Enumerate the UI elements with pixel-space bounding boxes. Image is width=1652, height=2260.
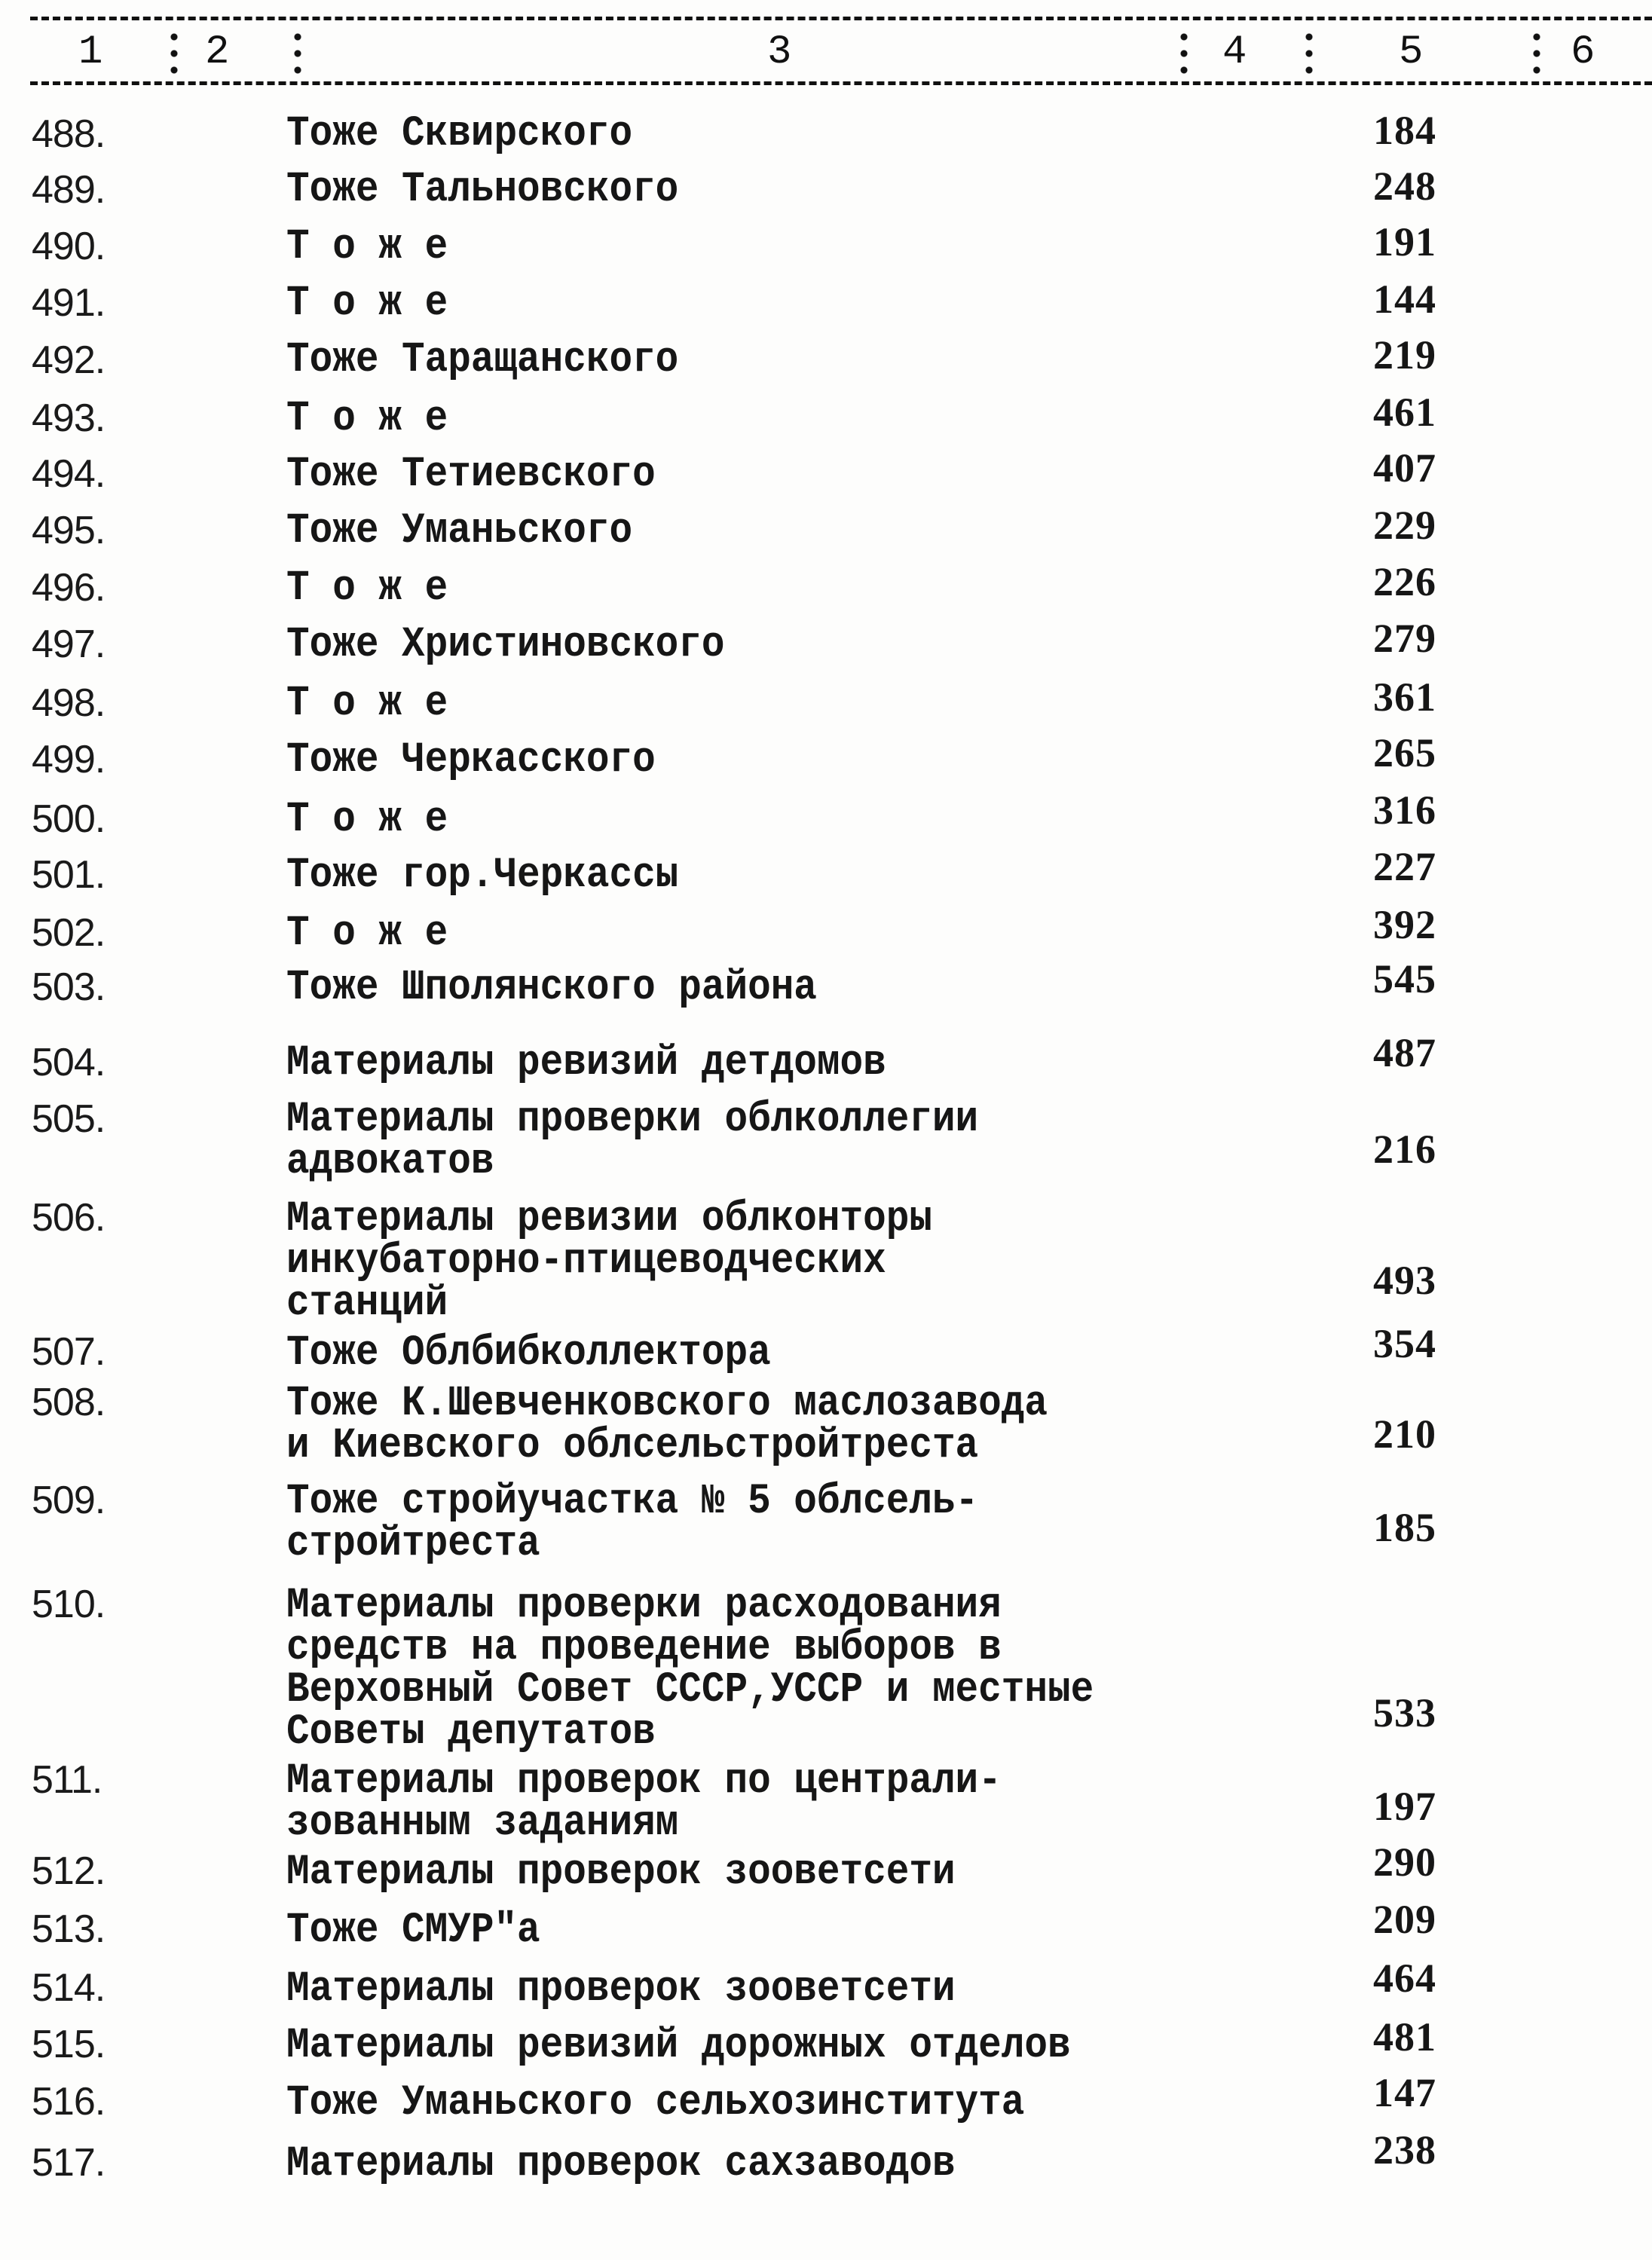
row-title: Тоже СМУР"а: [286, 1907, 540, 1955]
row-number: 515.: [32, 2023, 106, 2066]
row-number: 512.: [32, 1849, 106, 1893]
row-title: Тоже стройучастка № 5 облсель- стройтреста: [286, 1478, 979, 1568]
row-title: Тоже Шполянского района: [286, 964, 817, 1012]
row-title: Материалы ревизии облконторы инкубаторно-птицеводческих станций: [286, 1195, 932, 1328]
row-sheet-count: 147: [1373, 2070, 1436, 2115]
column-header-3: 3: [767, 29, 792, 75]
row-title: Тоже Христиновского: [286, 621, 725, 669]
row-title: Тоже Таращанского: [286, 336, 679, 384]
row-sheet-count: 392: [1373, 902, 1436, 947]
row-number: 508.: [32, 1381, 106, 1424]
row-title: Материалы проверок по централи- зованным заданиям: [286, 1757, 1002, 1848]
row-sheet-count: 238: [1373, 2127, 1436, 2173]
row-number: 503.: [32, 965, 106, 1009]
row-sheet-count: 209: [1373, 1897, 1436, 1942]
row-number: 488.: [32, 112, 106, 156]
row-title: Материалы проверок сахзаводов: [286, 2140, 956, 2188]
column-header-1: 1: [78, 29, 103, 75]
row-title: Т о ж е: [286, 680, 448, 728]
row-sheet-count: 185: [1373, 1505, 1436, 1550]
header-top-rule: [30, 17, 1652, 20]
column-separator: [294, 29, 301, 78]
row-sheet-count: 493: [1373, 1258, 1436, 1303]
row-title: Тоже гор.Черкассы: [286, 852, 679, 900]
row-sheet-count: 464: [1373, 1956, 1436, 2001]
row-sheet-count: 216: [1373, 1127, 1436, 1172]
row-sheet-count: 533: [1373, 1690, 1436, 1736]
row-number: 502.: [32, 911, 106, 955]
row-sheet-count: 361: [1373, 674, 1436, 720]
row-number: 496.: [32, 566, 106, 610]
row-sheet-count: 219: [1373, 332, 1436, 378]
row-sheet-count: 229: [1373, 503, 1436, 548]
row-title: Материалы проверок зооветсети: [286, 1849, 956, 1897]
row-number: 495.: [32, 509, 106, 552]
row-title: Материалы проверок зооветсети: [286, 1965, 956, 2014]
row-number: 499.: [32, 738, 106, 781]
row-number: 494.: [32, 452, 106, 496]
column-separator: [1305, 29, 1313, 78]
row-number: 511.: [32, 1758, 102, 1802]
row-number: 513.: [32, 1907, 106, 1951]
row-title: Материалы проверки облколлегии адвокатов: [286, 1096, 979, 1186]
row-title: Т о ж е: [286, 223, 448, 271]
row-title: Материалы проверки расходования средств на проведение выборов в Верховный Совет СССР,УССР и местные Советы депутатов: [286, 1582, 1094, 1757]
row-title: Материалы ревизий детдомов: [286, 1039, 886, 1087]
row-number: 517.: [32, 2141, 106, 2185]
column-header-2: 2: [205, 29, 230, 75]
row-title: Тоже Сквирского: [286, 110, 633, 158]
row-number: 516.: [32, 2080, 106, 2124]
row-sheet-count: 144: [1373, 277, 1436, 322]
row-title: Тоже Уманьского сельхозинститута: [286, 2079, 1025, 2127]
row-title: Т о ж е: [286, 796, 448, 844]
row-number: 500.: [32, 797, 106, 841]
row-sheet-count: 191: [1373, 219, 1436, 265]
row-number: 501.: [32, 853, 106, 897]
row-sheet-count: 279: [1373, 616, 1436, 661]
row-sheet-count: 354: [1373, 1321, 1436, 1366]
header-bottom-rule: [30, 81, 1652, 85]
row-title: Т о ж е: [286, 910, 448, 958]
column-separator: [1533, 29, 1540, 78]
row-sheet-count: 316: [1373, 787, 1436, 833]
row-title: Тоже Уманьского: [286, 507, 633, 555]
row-title: Т о ж е: [286, 395, 448, 443]
row-title: Тоже Тальновского: [286, 166, 679, 214]
row-number: 498.: [32, 681, 106, 725]
row-title: Тоже Черкасского: [286, 736, 656, 784]
row-sheet-count: 487: [1373, 1030, 1436, 1075]
row-sheet-count: 226: [1373, 559, 1436, 604]
row-sheet-count: 461: [1373, 390, 1436, 435]
row-title: Тоже Тетиевского: [286, 451, 656, 499]
row-number: 490.: [32, 225, 106, 268]
row-title: Материалы ревизий дорожных отделов: [286, 2022, 1071, 2070]
row-number: 491.: [32, 281, 106, 325]
row-number: 509.: [32, 1479, 106, 1522]
row-sheet-count: 210: [1373, 1411, 1436, 1457]
row-sheet-count: 290: [1373, 1839, 1436, 1885]
row-number: 507.: [32, 1330, 106, 1374]
row-sheet-count: 545: [1373, 956, 1436, 1002]
row-number: 497.: [32, 622, 106, 666]
column-header-6: 6: [1571, 29, 1595, 75]
row-sheet-count: 184: [1373, 108, 1436, 153]
row-sheet-count: 197: [1373, 1784, 1436, 1829]
row-title: Тоже К.Шевченковского маслозавода и Киевского облсельстройтреста: [286, 1380, 1048, 1470]
row-number: 510.: [32, 1583, 106, 1626]
row-number: 506.: [32, 1196, 106, 1240]
row-sheet-count: 481: [1373, 2014, 1436, 2060]
row-number: 493.: [32, 396, 106, 440]
column-separator: [170, 29, 178, 78]
row-sheet-count: 407: [1373, 445, 1436, 491]
row-number: 504.: [32, 1041, 106, 1084]
row-number: 492.: [32, 338, 106, 382]
row-title: Т о ж е: [286, 564, 448, 613]
column-header-4: 4: [1222, 29, 1247, 75]
row-sheet-count: 265: [1373, 730, 1436, 775]
row-title: Т о ж е: [286, 280, 448, 328]
row-number: 489.: [32, 168, 106, 212]
row-number: 514.: [32, 1966, 106, 2010]
row-title: Тоже Облбибколлектора: [286, 1329, 771, 1378]
row-sheet-count: 248: [1373, 164, 1436, 209]
column-separator: [1180, 29, 1188, 78]
row-number: 505.: [32, 1097, 106, 1141]
row-sheet-count: 227: [1373, 844, 1436, 889]
column-header-5: 5: [1399, 29, 1424, 75]
